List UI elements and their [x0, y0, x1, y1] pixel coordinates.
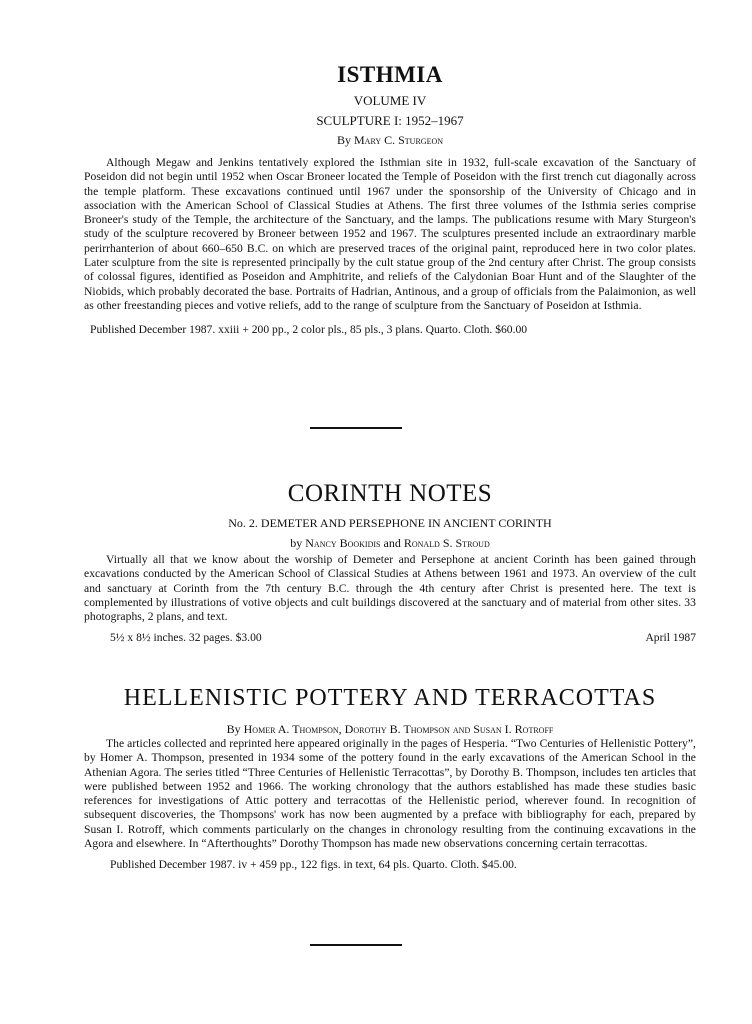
corinth-date: April 1987 [645, 631, 696, 645]
corinth-body: Virtually all that we know about the worship of Demeter and Persephone at ancient Corinth has been gained through excavations conducted by the American School of Classical Studies at Athens between 1961 and 1973. An overview of the cult and sanctuary at Corinth from the 7th century B.C. through the 4th century after Christ is presented here. The text is complemented by illustrations of votive objects and cult buildings discovered at the sanctuary and of material from other sites. 33 photographs, 2 plans, and text. [84, 553, 696, 624]
isthmia-volume: VOLUME IV [353, 93, 427, 108]
isthmia-section [84, 156, 696, 337]
isthmia-by: By [336, 133, 351, 147]
hellenistic-title: HELLENISTIC POTTERY AND TERRACOTTAS [123, 685, 657, 711]
isthmia-byline [84, 131, 696, 149]
section-divider [310, 427, 402, 429]
corinth-by: by [290, 536, 303, 550]
corinth-author-1: Nancy Bookidis [305, 536, 381, 550]
hellenistic-byline [84, 720, 696, 738]
corinth-author-2: Ronald S. Stroud [403, 536, 490, 550]
hellenistic-authors: Homer A. Thompson, Dorothy B. Thompson and Susan I. Rotroff [243, 722, 554, 736]
section-divider [310, 944, 402, 946]
corinth-footer [84, 630, 696, 645]
isthmia-subtitle: SCULPTURE I: 1952–1967 [316, 113, 464, 128]
corinth-title: CORINTH NOTES [287, 480, 493, 507]
hellenistic-published: Published December 1987. iv + 459 pp., 122 figs. in text, 64 pls. Quarto. Cloth. $45.00. [110, 858, 517, 872]
corinth-specs: 5½ x 8½ inches. 32 pages. $3.00 [110, 631, 262, 645]
isthmia-author: Mary C. Sturgeon [354, 133, 444, 147]
hellenistic-by: By [226, 722, 241, 736]
corinth-subtitle: No. 2. DEMETER AND PERSEPHONE IN ANCIENT CORINTH [228, 516, 552, 530]
hellenistic-body: The articles collected and reprinted here appeared originally in the pages of Hesperia. “Two Centuries of Hellenistic Pottery”, by Homer A. Thompson, presented in 1934 some of the pottery found in the early excavations of the American School in the Athenian Agora. The series titled “Three Centuries of Hellenistic Terracottas”, by Dorothy B. Thompson, includes ten articles that were published between 1952 and 1966. The working chronology that the authors established has made these studies basic references for investigations of Attic pottery and terracottas of the Hellenistic period, wherever found. In recognition of subsequent discoveries, the Thompsons' work has now been augmented by a preface with bibliography for each, prepared by Susan I. Rotroff, which comments particularly on the changes in chronology resulting from the continuing excavations in the Agora and elsewhere. In “Afterthoughts” Dorothy Thompson has made new observations concerning certain terracottas. [84, 737, 696, 851]
isthmia-published: Published December 1987. xxiii + 200 pp., 2 color pls., 85 pls., 3 plans. Quarto. Cloth. $60.00 [90, 323, 528, 337]
corinth-and: and [383, 536, 401, 550]
corinth-section [84, 553, 696, 645]
isthmia-title: ISTHMIA [337, 62, 443, 87]
isthmia-header [84, 62, 696, 149]
corinth-byline [84, 534, 696, 552]
hellenistic-header [84, 684, 696, 738]
hellenistic-section [84, 737, 696, 872]
isthmia-body: Although Megaw and Jenkins tentatively explored the Isthmian site in 1932, full-scale excavation of the Sanctuary of Poseidon did not begin until 1952 when Oscar Broneer located the Temple of Poseidon with the first trench cut diagonally across the temple platform. These excavations continued until 1967 under the sponsorship of the University of Chicago and in association with the American School of Classical Studies at Athens. The first three volumes of the Isthmia series comprise Broneer's study of the Temple, the architecture of the Sanctuary, and the lamps. The publications resume with Mary Sturgeon's study of the sculpture recovered by Broneer between 1952 and 1967. The sculptures presented include an extraordinary marble perirrhanterion of about 660–650 B.C. on which are preserved traces of the original paint, reproduced here in two color plates. Later sculpture from the site is represented principally by the cult statue group of the 2nd century after Christ. The group consists of colossal figures, identified as Poseidon and Amphitrite, and reliefs of the Calydonian Boar Hunt and of the Slaughter of the Niobids, which probably decorated the base. Portraits of Hadrian, Antinous, and a group of officials from the Palaimonion, as well as other freestanding pieces and votive reliefs, add to the range of sculpture from the Sanctuary of Poseidon at Isthmia. [84, 156, 696, 312]
corinth-header [84, 480, 696, 552]
